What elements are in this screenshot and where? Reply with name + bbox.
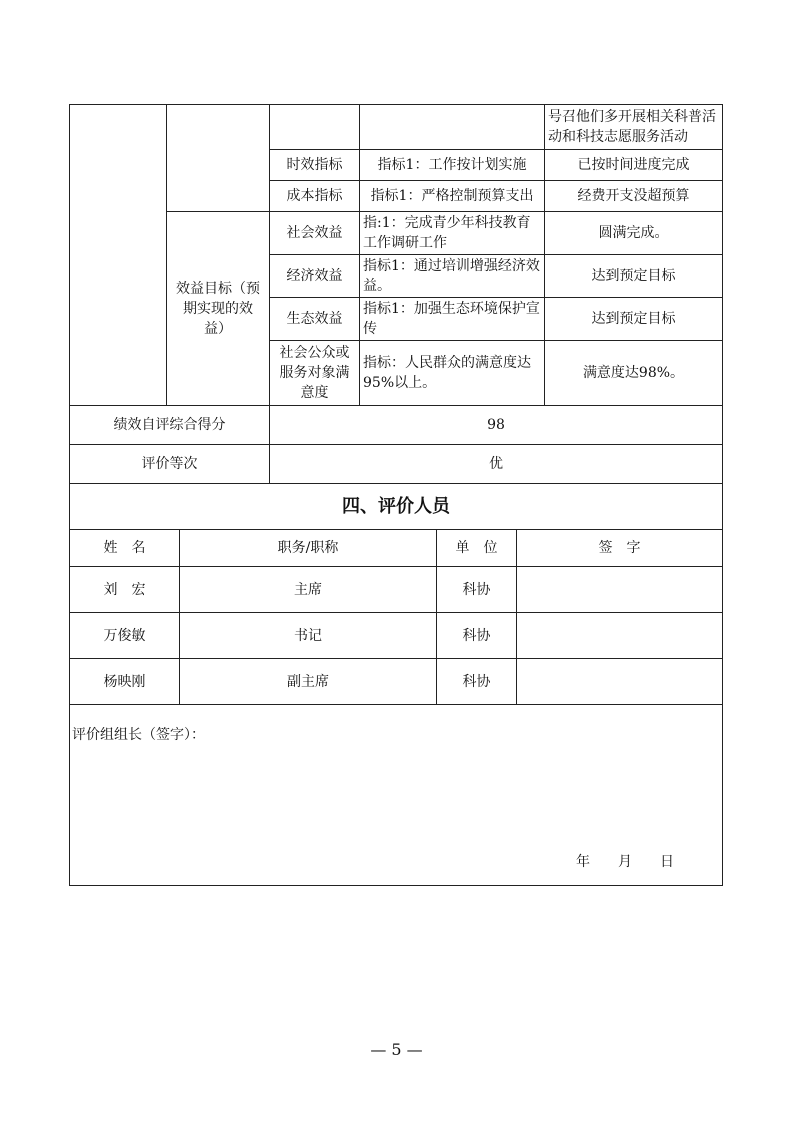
date-label: 年 月 日 — [576, 854, 674, 870]
kind-cell: 生态效益 — [269, 297, 360, 341]
kind-cell: 经济效益 — [269, 254, 360, 298]
indicator-cell: 指标1：加强生态环境保护宣传 — [359, 297, 545, 341]
indicator-cell: 指标1：严格控制预算支出 — [359, 180, 545, 212]
signature-field[interactable] — [516, 566, 723, 613]
kind-cell: 时效指标 — [269, 149, 360, 181]
benefit-label: 效益目标（预期实现的效益） — [166, 211, 270, 406]
person-unit: 科协 — [436, 566, 517, 613]
result-cell: 已按时间进度完成 — [544, 149, 723, 181]
result-cell: 圆满完成。 — [544, 211, 723, 255]
person-name: 万俊敏 — [69, 612, 180, 659]
result-cell: 达到预定目标 — [544, 254, 723, 298]
blank-cell — [166, 104, 270, 212]
indicator-cell: 指:1：完成青少年科技教育工作调研工作 — [359, 211, 545, 255]
blank-cell — [269, 104, 360, 150]
kind-cell: 社会效益 — [269, 211, 360, 255]
blank-cell — [69, 104, 167, 406]
person-title: 副主席 — [179, 658, 437, 705]
person-name: 刘 宏 — [69, 566, 180, 613]
result-cell: 满意度达98%。 — [544, 340, 723, 406]
grade-label: 评价等次 — [69, 444, 270, 484]
grade-value: 优 — [269, 444, 723, 484]
continued-text: 号召他们多开展相关科普活动和科技志愿服务活动 — [544, 104, 723, 150]
result-cell: 达到预定目标 — [544, 297, 723, 341]
header-title: 职务/职称 — [179, 529, 437, 567]
person-title: 书记 — [179, 612, 437, 659]
person-title: 主席 — [179, 566, 437, 613]
section-title: 四、评价人员 — [69, 483, 723, 530]
person-unit: 科协 — [436, 658, 517, 705]
kind-cell: 社会公众或服务对象满意度 — [269, 340, 360, 406]
indicator-cell: 指标：人民群众的满意度达95%以上。 — [359, 340, 545, 406]
score-label: 绩效自评综合得分 — [69, 405, 270, 445]
blank-cell — [359, 104, 545, 150]
person-unit: 科协 — [436, 612, 517, 659]
page-number: — 5 — — [370, 1040, 423, 1059]
result-cell: 经费开支没超预算 — [544, 180, 723, 212]
header-sign: 签 字 — [516, 529, 723, 567]
score-value: 98 — [269, 405, 723, 445]
header-unit: 单 位 — [436, 529, 517, 567]
header-name: 姓 名 — [69, 529, 180, 567]
indicator-cell: 指标1：工作按计划实施 — [359, 149, 545, 181]
signature-field[interactable] — [516, 612, 723, 659]
kind-cell: 成本指标 — [269, 180, 360, 212]
indicator-cell: 指标1：通过培训增强经济效益。 — [359, 254, 545, 298]
signature-field[interactable] — [516, 658, 723, 705]
person-name: 杨映刚 — [69, 658, 180, 705]
leader-label: 评价组组长（签字）： — [72, 727, 205, 743]
